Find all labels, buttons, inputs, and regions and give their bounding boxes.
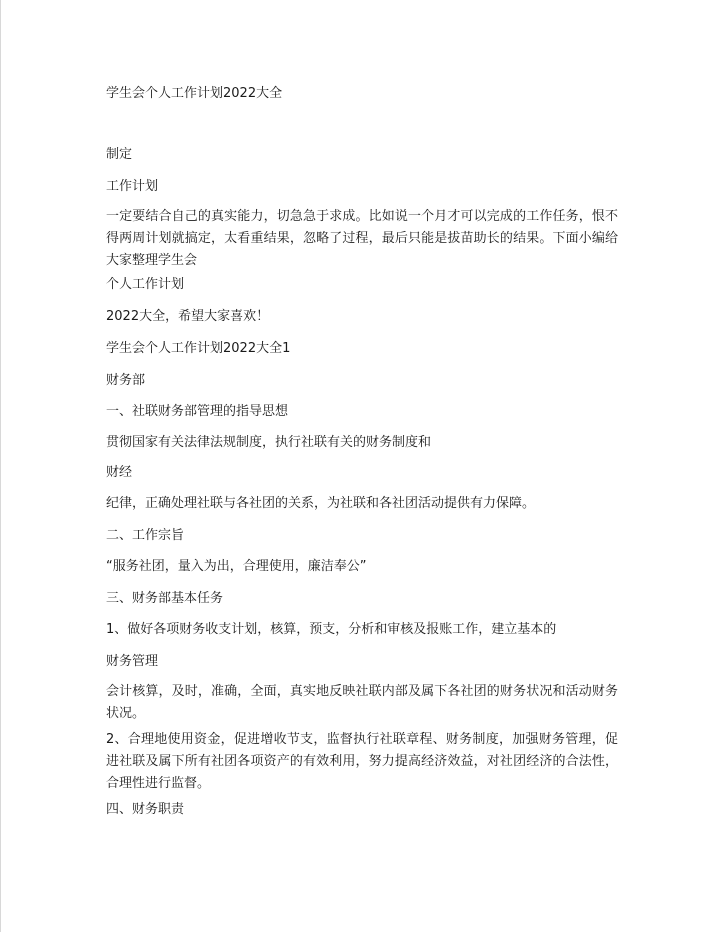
section-heading: 一、社联财务部管理的指导思想 (106, 404, 289, 419)
page-edge (0, 0, 1, 932)
paragraph: 2022大全，希望大家喜欢！ (106, 309, 270, 324)
paragraph: 会计核算，及时，准确，全面，真实地反映社联内部及属下各社团的财务状况和活动财务状况。 (106, 684, 618, 721)
paragraph: 财务管理 (106, 654, 159, 669)
paragraph: 工作计划 (106, 179, 159, 194)
section-heading: 二、工作宗旨 (106, 528, 185, 543)
paragraph: 纪律，正确处理社联与各社团的关系，为社联和各社团活动提供有力保障。 (106, 496, 536, 511)
paragraph: 1、做好各项财务收支计划，核算，预支，分析和审核及报账工作，建立基本的 (106, 622, 557, 637)
paragraph: “服务社团，量入为出，合理使用，廉洁奉公” (106, 559, 367, 574)
paragraph: 2、合理地使用资金，促进增收节支，监督执行社联章程、财务制度，加强财务管理，促进社联及属下所有社团各项资产的有效利用，努力提高经济效益，对社团经济的合法性，合理性进行监督。 (106, 732, 618, 791)
paragraph: 个人工作计划 (106, 277, 185, 292)
paragraph: 财务部 (106, 373, 146, 388)
paragraph: 一定要结合自己的真实能力，切急急于求成。比如说一个月才可以完成的工作任务，恨不得两周计划就搞定，太看重结果，忽略了过程，最后只能是拔苗助长的结果。下面小编给大家整理学生会 (106, 209, 618, 268)
section-heading: 四、财务职责 (106, 802, 185, 817)
section-heading: 学生会个人工作计划2022大全1 (106, 341, 291, 356)
paragraph: 制定 (106, 147, 133, 162)
paragraph: 贯彻国家有关法律法规制度，执行社联有关的财务制度和 (106, 435, 432, 450)
section-heading: 三、财务部基本任务 (106, 591, 224, 606)
paragraph: 财经 (106, 465, 133, 480)
document-title: 学生会个人工作计划2022大全 (106, 86, 283, 101)
